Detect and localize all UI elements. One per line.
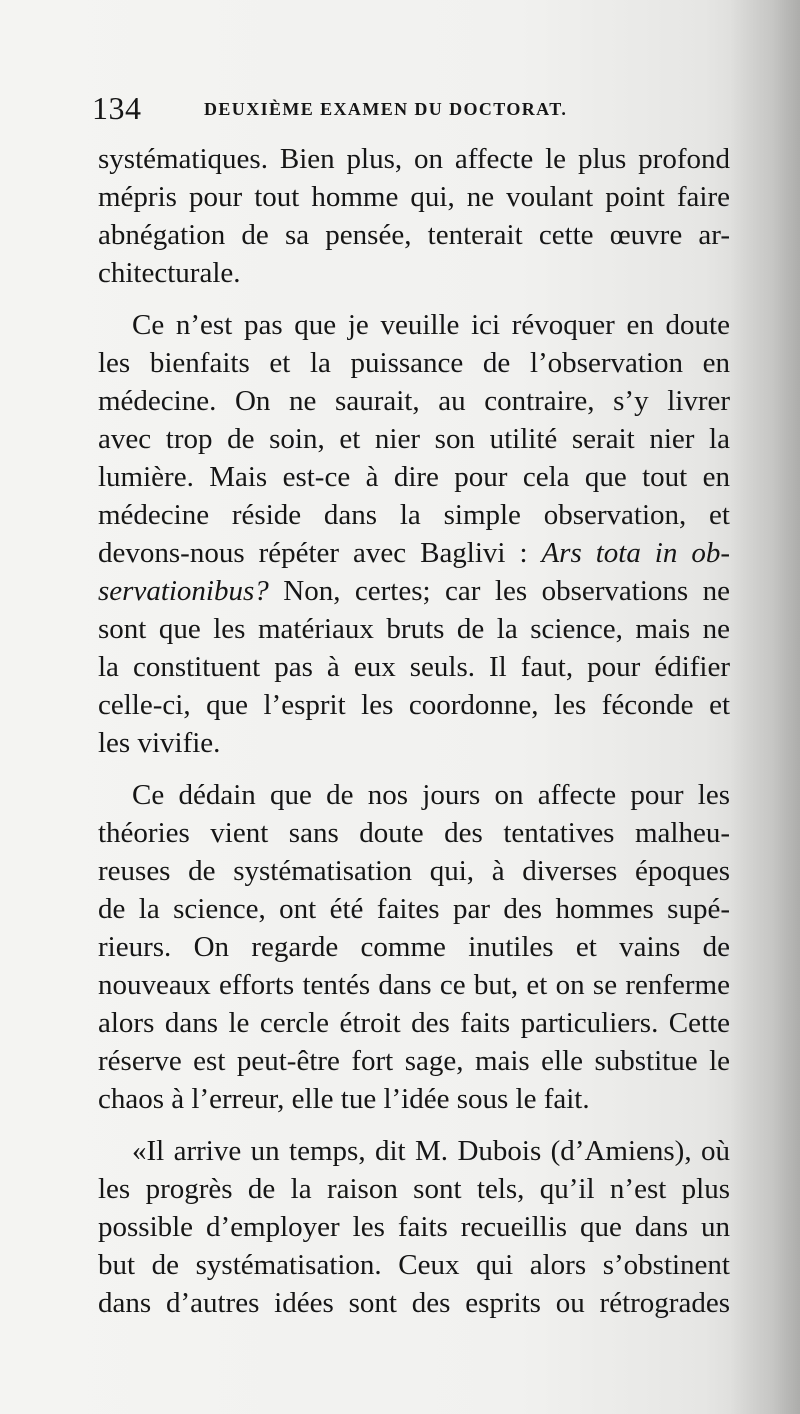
text-line: réserve est peut-être fort sage, mais elle substitue le	[98, 1045, 730, 1077]
text-line: chaos à l’erreur, elle tue l’idée sous le fait.	[98, 1083, 590, 1115]
text-line: médecine. On ne saurait, au contraire, s’y livrer	[98, 385, 730, 417]
text-line: rieurs. On regarde comme inutiles et vains de	[98, 931, 730, 963]
text-line: les bienfaits et la puissance de l’observation en	[98, 347, 730, 379]
text-line: avec trop de soin, et nier son utilité serait nier la	[98, 423, 730, 455]
text-line: systématiques. Bien plus, on affecte le plus profond	[98, 143, 730, 175]
text-line: Ce dédain que de nos jours on affecte pour les	[132, 779, 730, 811]
text-run: devons-nous répéter avec Baglivi :	[98, 537, 542, 569]
text-line: dans d’autres idées sont des esprits ou rétrogrades	[98, 1287, 730, 1319]
page-number: 134	[92, 90, 142, 126]
text-run: Non, certes; car les observations ne	[268, 575, 730, 607]
text-line: but de systématisation. Ceux qui alors s’obstinent	[98, 1249, 730, 1281]
text-line: celle-ci, que l’esprit les coordonne, les féconde et	[98, 689, 730, 721]
text-line	[98, 534, 730, 572]
latin-quote: servationibus?	[98, 575, 269, 607]
text-line: nouveaux efforts tentés dans ce but, et on se renferme	[98, 969, 730, 1001]
latin-quote: Ars tota in ob-	[541, 537, 730, 569]
text-line: Ce n’est pas que je veuille ici révoquer en doute	[132, 309, 730, 341]
text-line	[98, 572, 730, 610]
text-line: mépris pour tout homme qui, ne voulant point faire	[98, 181, 730, 213]
text-line: théories vient sans doute des tentatives malheu-	[98, 817, 730, 849]
page-gutter-shadow	[730, 0, 800, 1414]
text-line: possible d’employer les faits recueillis que dans un	[98, 1211, 730, 1243]
running-title: DEUXIÈME EXAMEN DU DOCTORAT.	[204, 99, 568, 119]
body-text	[98, 140, 730, 1322]
text-line: de la science, ont été faites par des hommes supé-	[98, 893, 730, 925]
text-line: alors dans le cercle étroit des faits particuliers. Cette	[98, 1007, 730, 1039]
text-line: médecine réside dans la simple observation, et	[98, 499, 730, 531]
text-line: la constituent pas à eux seuls. Il faut, pour édifier	[98, 651, 730, 683]
text-line: les vivifie.	[98, 727, 221, 759]
text-line: reuses de systématisation qui, à diverses époques	[98, 855, 730, 887]
text-line: «Il arrive un temps, dit M. Dubois (d’Amiens), où	[132, 1135, 730, 1167]
text-line: les progrès de la raison sont tels, qu’il n’est plus	[98, 1173, 730, 1205]
text-line: sont que les matériaux bruts de la science, mais ne	[98, 613, 730, 645]
text-line: abnégation de sa pensée, tenterait cette œuvre ar-	[98, 219, 730, 251]
running-header	[92, 88, 732, 128]
text-line: lumière. Mais est-ce à dire pour cela que tout en	[98, 461, 730, 493]
text-line: chitecturale.	[98, 257, 241, 289]
